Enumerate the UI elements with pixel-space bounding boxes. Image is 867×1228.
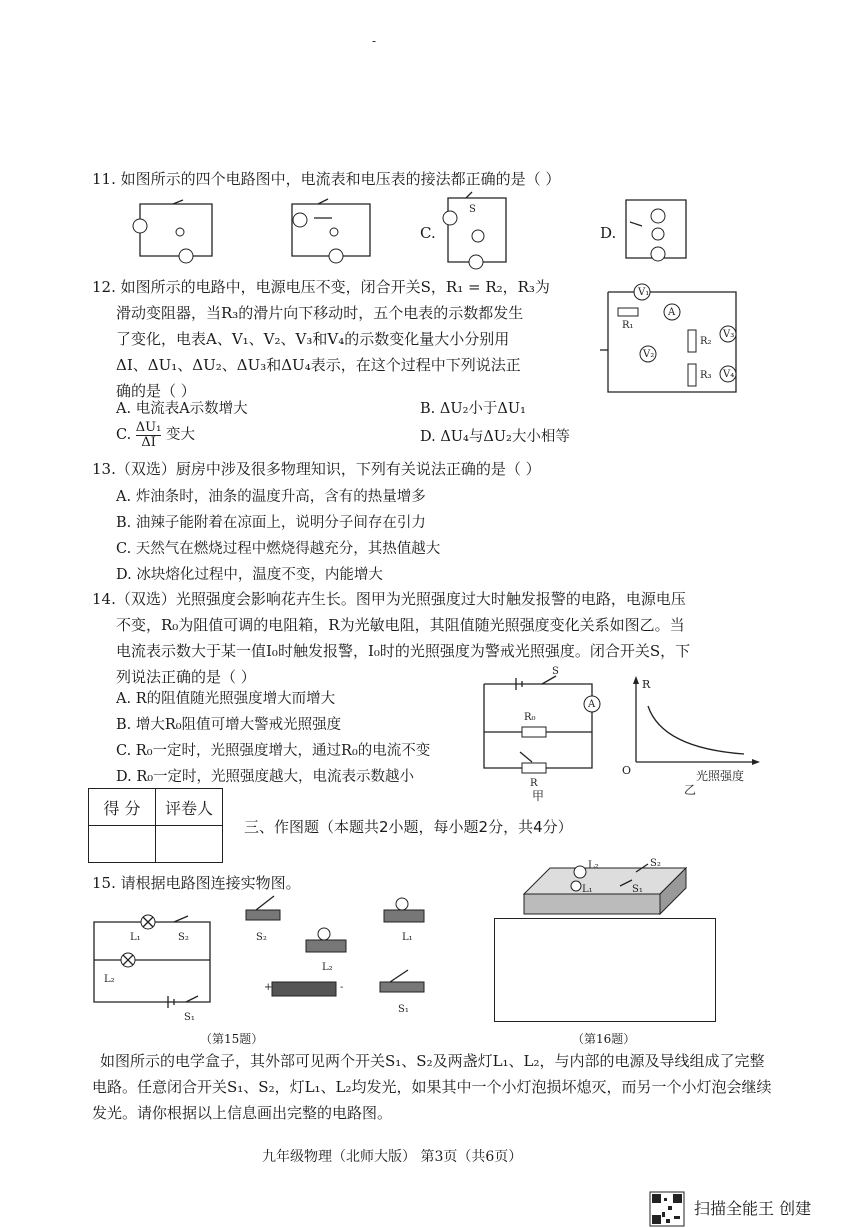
q12-line-2: 滑动变阻器，当R₃的滑片向下移动时，五个电表的示数都发生 xyxy=(116,304,524,322)
svg-text:A: A xyxy=(668,307,676,318)
q12-circuit xyxy=(596,280,746,410)
svg-text:L₁: L₁ xyxy=(130,932,141,943)
q11-circuit-a xyxy=(128,196,228,266)
q13-stem: 13.（双选）厨房中涉及很多物理知识，下列有关说法正确的是（ ） xyxy=(92,460,541,478)
score-cell[interactable] xyxy=(89,826,156,863)
q14-line-1: 14.（双选）光照强度会影响花卉生长。图甲为光照强度过大时触发报警的电路，电源电压 xyxy=(92,590,686,608)
q14-figure-jia xyxy=(476,666,606,803)
q12-c-numerator: ΔU₁ xyxy=(135,419,162,435)
svg-text:R₁: R₁ xyxy=(622,320,634,331)
q13-option-c: C. 天然气在燃烧过程中燃烧得越充分，其热值越大 xyxy=(116,541,441,557)
q13-option-b: B. 油辣子能附着在凉面上，说明分子间存在引力 xyxy=(116,515,426,531)
section-3-title: 三、作图题（本题共2小题，每小题2分，共4分） xyxy=(244,818,573,836)
svg-text:R₂: R₂ xyxy=(700,336,712,347)
q14-option-d: D. R₀一定时，光照强度越大，电流表示数越小 xyxy=(116,769,415,785)
svg-text:V₄: V₄ xyxy=(723,369,735,380)
svg-text:L₁: L₁ xyxy=(402,932,413,943)
q13-option-d: D. 冰块熔化过程中，温度不变，内能增大 xyxy=(116,567,383,583)
q12-option-d: D. ΔU₄与ΔU₂大小相等 xyxy=(420,429,570,445)
svg-text:甲: 甲 xyxy=(532,789,545,803)
q11-circuit-c xyxy=(436,190,526,270)
score-header: 得 分 xyxy=(89,789,156,826)
svg-text:S₂: S₂ xyxy=(178,932,189,943)
svg-text:S₂: S₂ xyxy=(256,932,267,943)
svg-text:乙: 乙 xyxy=(684,783,697,797)
svg-text:S: S xyxy=(552,666,559,677)
q12-line-5: 确的是（ ） xyxy=(116,382,196,400)
q14-figure-yi xyxy=(624,676,764,796)
q11-stem: 11. 如图所示的四个电路图中，电流表和电压表的接法都正确的是（ ） xyxy=(92,170,561,188)
svg-text:S₁: S₁ xyxy=(632,884,643,895)
q14-line-4: 列说法正确的是（ ） xyxy=(116,668,256,686)
q12-option-c-fraction xyxy=(136,421,162,450)
q15-caption: （第15题） xyxy=(200,1032,264,1046)
svg-text:S₂: S₂ xyxy=(650,858,661,869)
q12-line-1: 12. 如图所示的电路中，电源电压不变，闭合开关S，R₁ = R₂，R₃为 xyxy=(92,278,550,296)
q15-stem: 15. 请根据电路图连接实物图。 xyxy=(92,874,301,892)
q14-option-c: C. R₀一定时，光照强度增大，通过R₀的电流不变 xyxy=(116,743,431,759)
svg-text:L₁: L₁ xyxy=(582,884,593,895)
svg-text:L₂: L₂ xyxy=(322,962,333,973)
q14-line-3: 电流表示数大于某一值I₀时触发报警，I₀时的光照强度为警戒光照强度。闭合开关S，下 xyxy=(116,642,691,660)
svg-text:A: A xyxy=(588,699,596,710)
q12-option-c-suffix: 变大 xyxy=(165,427,195,443)
svg-text:S₁: S₁ xyxy=(398,1004,409,1015)
q11-option-c-label: C. xyxy=(420,224,436,242)
svg-text:O: O xyxy=(622,764,632,777)
top-mark: - xyxy=(372,34,377,48)
q12-option-a: A. 电流表A示数增大 xyxy=(116,401,248,417)
q11-circuit-b xyxy=(272,196,382,266)
svg-text:光照强度: 光照强度 xyxy=(696,769,745,783)
scanner-brand: 扫描全能王 创建 xyxy=(694,1199,812,1218)
grade-table xyxy=(88,788,223,863)
qr-code-icon xyxy=(650,1192,684,1226)
q16-caption: （第16题） xyxy=(572,1032,636,1046)
q12-line-3: 了变化，电表A、V₁、V₂、V₃和V₄的示数变化量大小分别用 xyxy=(116,330,510,348)
svg-text:-: - xyxy=(340,982,344,993)
q11-option-d-label: D. xyxy=(600,224,617,242)
svg-text:R: R xyxy=(530,778,538,789)
q14-line-2: 不变，R₀为阻值可调的电阻箱，R为光敏电阻，其阻值随光照强度变化关系如图乙。当 xyxy=(116,616,685,634)
svg-text:R₃: R₃ xyxy=(700,370,712,381)
svg-text:+: + xyxy=(264,982,273,993)
svg-text:S₁: S₁ xyxy=(184,1012,195,1023)
svg-text:V₂: V₂ xyxy=(643,349,655,360)
q11-c-switch-label: S xyxy=(469,204,476,215)
q11-circuit-d xyxy=(620,192,690,266)
svg-text:R: R xyxy=(642,678,651,691)
q14-option-a: A. R的阻值随光照强度增大而增大 xyxy=(116,691,336,707)
q14-option-b: B. 增大R₀阻值可增大警戒光照强度 xyxy=(116,717,342,733)
q12-option-c xyxy=(116,420,195,450)
q12-c-denominator: ΔI xyxy=(141,434,156,450)
svg-text:L₂: L₂ xyxy=(104,974,115,985)
svg-text:L₂: L₂ xyxy=(588,860,599,871)
q12-line-4: ΔI、ΔU₁、ΔU₂、ΔU₃和ΔU₄表示，在这个过程中下列说法正 xyxy=(116,356,521,374)
q12-option-c-prefix: C. xyxy=(116,427,132,443)
reviewer-cell[interactable] xyxy=(156,826,223,863)
reviewer-header: 评卷人 xyxy=(156,789,223,826)
q16-box-illustration xyxy=(520,856,690,926)
svg-text:V₁: V₁ xyxy=(638,287,650,298)
page-footer: 九年级物理（北师大版） 第3页（共6页） xyxy=(262,1149,523,1165)
q16-text: 如图所示的电学盒子，其外部可见两个开关S₁、S₂及两盏灯L₁、L₂，与内部的电源及导线组成了完整电路。任意闭合开关S₁、S₂，灯L₁、L₂均发光，如果其中一个小灯泡损坏熄灭，而另一个小灯泡会继续发光。请你根据以上信息画出完整的电路图。 xyxy=(92,1052,772,1122)
svg-text:R₀: R₀ xyxy=(524,712,536,723)
svg-text:V₃: V₃ xyxy=(723,329,735,340)
q15-physical-objects xyxy=(236,886,436,1026)
q13-option-a: A. 炸油条时，油条的温度升高，含有的热量增多 xyxy=(116,489,426,505)
q16-answer-box[interactable] xyxy=(494,918,716,1022)
q15-circuit-diagram xyxy=(88,912,218,1022)
q12-option-b: B. ΔU₂小于ΔU₁ xyxy=(420,401,526,417)
